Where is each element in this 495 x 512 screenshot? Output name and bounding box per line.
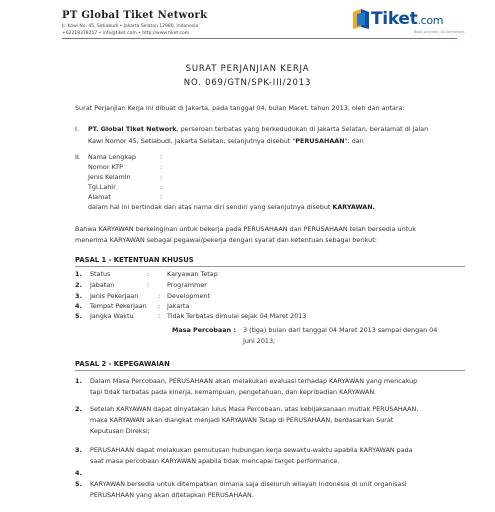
document-title: SURAT PERJANJIAN KERJA	[185, 64, 310, 74]
party1-marker: I.	[75, 125, 79, 133]
tiket-logo	[352, 8, 492, 40]
party1-text-c: "; dan	[344, 137, 364, 145]
pasal2-item-line: tapi tidak terbatas pada kinerja, kemampuan, pengetahuan, dan kepribadian KARYAWAN.	[90, 388, 377, 396]
party1-text-a: , perseroan terbatas yang berkedudukan di Jakarta Selatan, beralamat di Jalan	[176, 125, 429, 133]
pasal1-item-label: Jangka Waktu	[90, 312, 134, 320]
pasal1-item-label: Jenis Pekerjaan	[90, 292, 139, 300]
pasal1-item-colon: :	[158, 292, 161, 300]
pasal2-item-line: Dalam Masa Percobaan, PERUSAHAAN akan melakukan evaluasi terhadap KARYAWAN yang mencakup	[90, 377, 418, 385]
party1-line1	[88, 125, 428, 133]
pasal1-item-value: Development	[167, 292, 211, 300]
pasal2-divider	[75, 370, 465, 371]
party2-closing-text: dalam hal ini bertindak dan atas nama diri sendiri yang selanjutnya disebut	[88, 203, 333, 211]
party2-colon: :	[160, 173, 163, 181]
pasal1-item-label: Tempat Pekerjaan	[90, 302, 147, 310]
party2-field-name: Nama Lengkap	[88, 153, 136, 161]
party2-field-address: Alamat	[88, 193, 111, 201]
pasal2-item-no: 1.	[75, 377, 82, 385]
pasal2-item-line: PERUSAHAAN dapat melakukan pemutusan hubungan kerja sewaktu-waktu apabila KARYAWAN pada	[90, 446, 413, 454]
pasal1-item-colon: :	[147, 281, 150, 289]
party2-field-birthdate: Tgl.Lahir	[88, 183, 116, 191]
party2-colon: :	[160, 153, 163, 161]
party2-field-gender: Jenis Kelamin	[88, 173, 131, 181]
ticket-icon	[352, 8, 370, 30]
pasal2-item-line: PERUSAHAAN yang akan ditetapkan PERUSAHAAN.	[90, 491, 254, 499]
document-number: NO. 069/GTN/SPK-III/2013	[183, 78, 312, 88]
pasal1-divider	[75, 266, 465, 267]
party2-field-ktp: Nomor KTP	[88, 163, 123, 171]
intro-paragraph: Surat Perjanjian Kerja ini dibuat di Jakarta, pada tanggal 04, bulan Maret, tahun 2013, oleh dan antara:	[75, 104, 405, 112]
party2-colon: :	[160, 193, 163, 201]
probation-line2: Juni 2013;	[243, 337, 276, 345]
pasal1-item-no: 4.	[75, 302, 82, 310]
pasal2-item-line: KARYAWAN bersedia untuk ditempatkan dimana saja diseluruh wilayah Indonesia di unit organisasi	[90, 480, 407, 488]
pasal1-item-label: Status	[90, 270, 111, 278]
logo-text: Tiket	[371, 9, 418, 29]
pasal2-heading: PASAL 2 - KEPEGAWAIAN	[75, 360, 170, 368]
probation-line1: 3 (tiga) bulan dari tanggal 04 Maret 2013 sampai dengan 04	[243, 326, 438, 334]
pasal1-item-value: Jakarta	[167, 302, 190, 310]
company-name: PT Global Tiket Network	[62, 10, 208, 21]
party2-closing	[88, 203, 375, 211]
party2-alias: KARYAWAN.	[332, 203, 376, 211]
pasal2-item-no: 4.	[75, 469, 82, 477]
pasal1-item-value: Karyawan Tetap	[167, 270, 218, 278]
pasal2-item-no: 5.	[75, 480, 82, 488]
party2-marker: II.	[75, 153, 81, 161]
agreement-line2: menerima KARYAWAN sebagai pegawai/pekerja dengan syarat dan ketentuan sebagai berikut:	[75, 236, 377, 244]
pasal1-item-colon: :	[147, 270, 150, 278]
pasal1-item-colon: :	[158, 302, 161, 310]
pasal1-item-colon: :	[158, 312, 161, 320]
pasal1-item-label: Jabatan	[90, 281, 115, 289]
pasal2-item-line: maka KARYAWAN akan diangkat menjadi KARYAWAN Tetap di PERUSAHAAN, berdasarkan Surat	[90, 416, 394, 424]
probation-label: Masa Percobaan :	[172, 326, 236, 334]
pasal2-item-line: saat masa percobaan KARYAWAN apabila tidak mencapai target performance.	[90, 457, 340, 465]
logo-suffix: .com	[417, 14, 444, 27]
company-contact: +62218378217 • info@tiket.com • http://www.tiket.com	[62, 31, 190, 36]
pasal1-item-no: 1.	[75, 270, 82, 278]
party1-line2	[88, 137, 364, 145]
pasal1-item-value: Programmer	[167, 281, 207, 289]
pasal1-item-no: 3.	[75, 292, 82, 300]
pasal2-item-line: Setelah KARYAWAN dapat dinyatakan lulus Masa Percobaan, atas kebijaksanaan mutlak PERUSAHAAN,	[90, 405, 419, 413]
pasal1-heading: PASAL 1 - KETENTUAN KHUSUS	[75, 256, 194, 264]
agreement-line1: Bahwa KARYAWAN berkeinginan untuk bekerja pada PERUSAHAAN dan PERUSAHAAN telah bersedia untuk	[75, 225, 416, 233]
pasal1-item-no: 5.	[75, 312, 82, 320]
pasal2-item-no: 2.	[75, 405, 82, 413]
pasal2-item-line: Keputusan Direksi;	[90, 427, 150, 435]
logo-tagline: Book Anytime, Go Anywhere.	[414, 30, 466, 34]
logo-wordmark	[371, 9, 443, 29]
pasal1-item-value: Tidak Terbatas dimulai sejak 04 Maret 2013	[167, 312, 307, 320]
party1-alias: PERUSAHAAN	[295, 137, 345, 145]
party1-text-b: Kawi Nomor 45, Setiabudi, Jakarta Selatan, selanjutnya disebut "	[88, 137, 296, 145]
party2-colon: :	[160, 183, 163, 191]
pasal2-item-no: 3.	[75, 446, 82, 454]
company-address: Jl. Kawi No. 45, Setiabudi • Jakarta Selatan 12980, Indonesia	[62, 24, 199, 29]
party1-name: PT. Global Tiket Network	[88, 125, 177, 133]
party2-colon: :	[160, 163, 163, 171]
pasal1-item-no: 2.	[75, 281, 82, 289]
